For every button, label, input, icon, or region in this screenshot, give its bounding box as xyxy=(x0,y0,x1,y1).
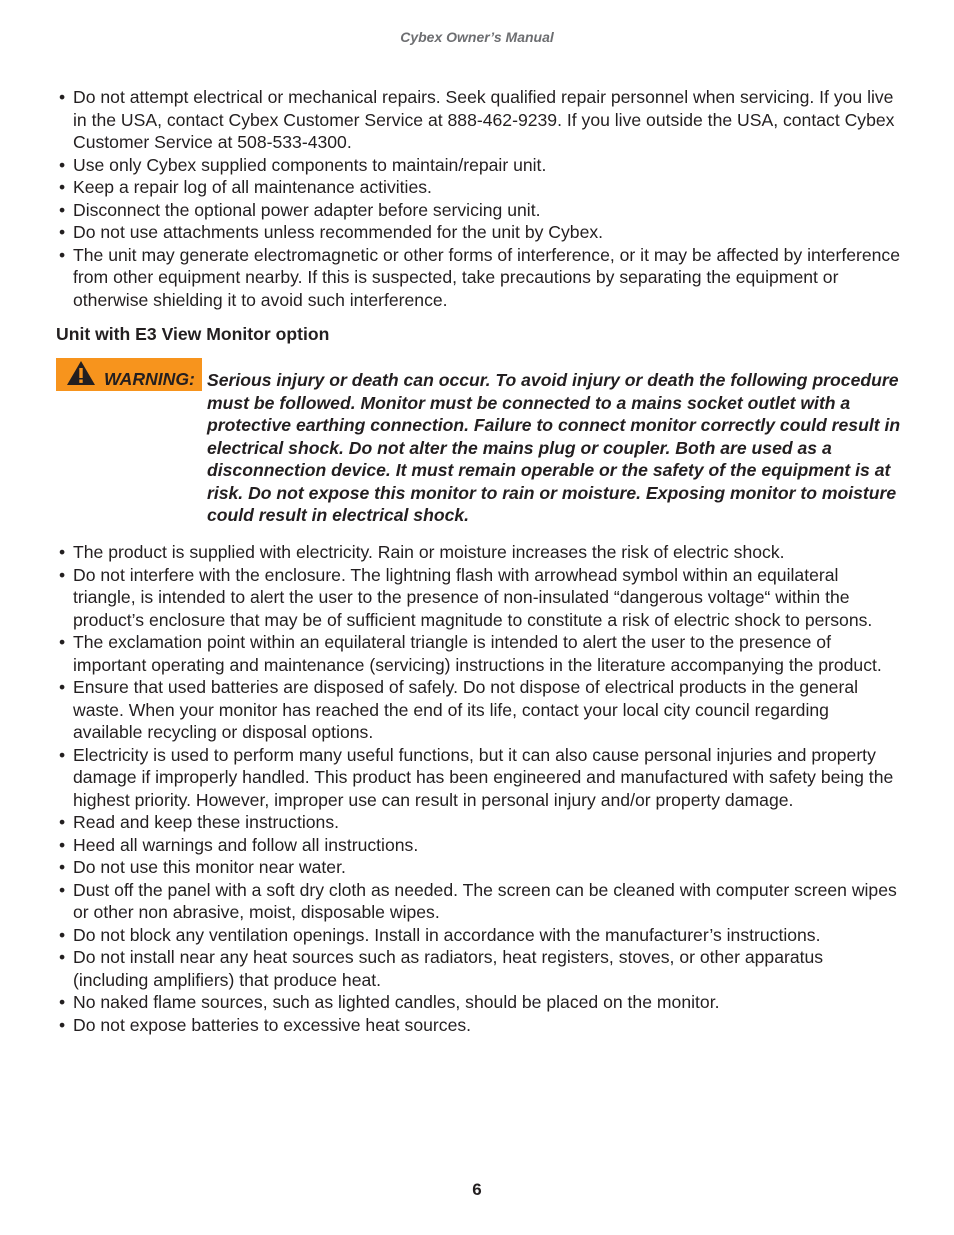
list-item: • Ensure that used batteries are disposed of safely. Do not dispose of electrical products in the general waste. When your monitor has reached the end of its life, contact your local city council regarding available recycling or disposal options. xyxy=(59,676,901,744)
monitor-safety-bullet-list xyxy=(59,541,901,1036)
list-item: • Do not interfere with the enclosure. The lightning flash with arrowhead symbol within an equilateral triangle, is intended to alert the user to the presence of non-insulated “dangerous voltage“ within the product’s enclosure that may be of sufficient magnitude to constitute a risk of electric shock to persons. xyxy=(59,564,901,632)
warning-text: Serious injury or death can occur. To avoid injury or death the following procedure must be followed. Monitor must be connected to a mains socket outlet with a protective earthing connection. Failure to connect monitor correctly could result in electrical shock. Do not alter the mains plug or coupler. Both are used as a disconnection device. It must remain operable or the safety of the equipment is at risk. Do not expose this monitor to rain or moisture. Exposing monitor to moisture could result in electrical shock. xyxy=(207,370,901,525)
list-item: • Do not block any ventilation openings. Install in accordance with the manufacturer’s instructions. xyxy=(59,924,901,947)
list-item: • Disconnect the optional power adapter before servicing unit. xyxy=(59,199,901,222)
list-item: • The product is supplied with electricity. Rain or moisture increases the risk of electric shock. xyxy=(59,541,901,564)
list-item: • Do not use attachments unless recommended for the unit by Cybex. xyxy=(59,221,901,244)
list-item: • The unit may generate electromagnetic or other forms of interference, or it may be affected by interference from other equipment nearby. If this is suspected, take precautions by separating the equipment or otherwise shielding it to avoid such interference. xyxy=(59,244,901,312)
page-number: 6 xyxy=(472,1180,482,1199)
list-item: • Do not use this monitor near water. xyxy=(59,856,901,879)
list-item: • Do not install near any heat sources such as radiators, heat registers, stoves, or other apparatus (including amplifiers) that produce heat. xyxy=(59,946,901,991)
section-heading: Unit with E3 View Monitor option xyxy=(56,324,330,344)
list-item: • Do not expose batteries to excessive heat sources. xyxy=(59,1014,901,1037)
list-item: • No naked flame sources, such as lighted candles, should be placed on the monitor. xyxy=(59,991,901,1014)
list-item: • Keep a repair log of all maintenance activities. xyxy=(59,176,901,199)
list-item: • Use only Cybex supplied components to maintain/repair unit. xyxy=(59,154,901,177)
running-header: Cybex Owner’s Manual xyxy=(400,29,554,45)
list-item: • The exclamation point within an equilateral triangle is intended to alert the user to the presence of important operating and maintenance (servicing) instructions in the literature accompanying the product. xyxy=(59,631,901,676)
warning-badge xyxy=(56,358,202,391)
warning-label: WARNING: xyxy=(104,369,195,389)
list-item: • Dust off the panel with a soft dry cloth as needed. The screen can be cleaned with computer screen wipes or other non abrasive, moist, disposable wipes. xyxy=(59,879,901,924)
list-item: • Heed all warnings and follow all instructions. xyxy=(59,834,901,857)
warning-triangle-icon xyxy=(66,360,96,386)
list-item: • Do not attempt electrical or mechanical repairs. Seek qualified repair personnel when servicing. If you live in the USA, contact Cybex Customer Service at 888-462-9239. If you live outside the USA, contact Cybex Customer Service at 508-533-4300. xyxy=(59,86,901,154)
maintenance-bullet-list xyxy=(59,86,901,311)
list-item: • Electricity is used to perform many useful functions, but it can also cause personal injuries and property damage if improperly handled. This product has been engineered and manufactured with safety being the highest priority. However, improper use can result in personal injury and/or property damage. xyxy=(59,744,901,812)
list-item: • Read and keep these instructions. xyxy=(59,811,901,834)
